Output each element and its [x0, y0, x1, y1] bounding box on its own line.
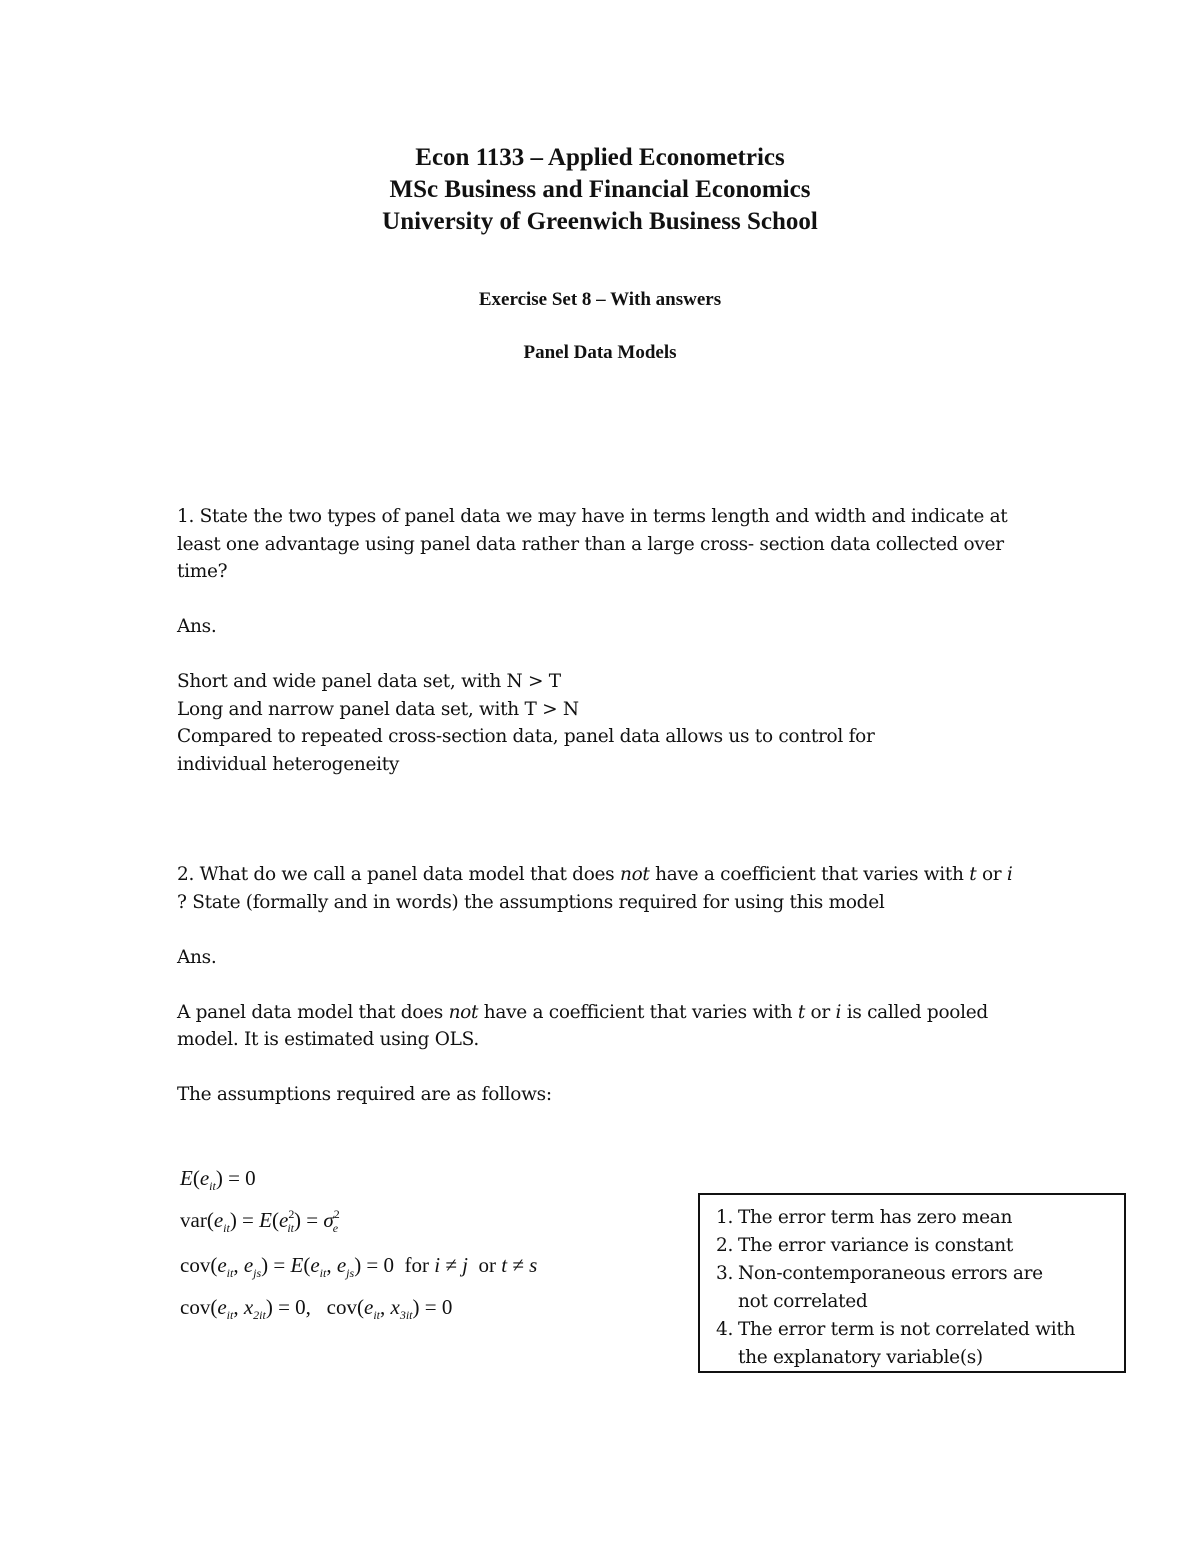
question-1-block [177, 503, 1017, 778]
topic-title: Panel Data Models [523, 342, 677, 363]
answer-1-label: Ans. [177, 616, 217, 637]
answer-1-line: Compared to repeated cross-section data, panel data allows us to control for individual heterogeneity [177, 726, 875, 775]
assumptions-box [698, 1193, 1126, 1373]
exercise-title: Exercise Set 8 – With answers [478, 289, 722, 310]
answer-1-line: Short and wide panel data set, with N > T [177, 671, 561, 692]
question-2-block [177, 861, 1017, 1109]
assumptions-intro: The assumptions required are as follows: [177, 1084, 552, 1105]
question-1-text: 1. State the two types of panel data we may have in terms length and width and indicate at least one advantage using panel data rather than a large cross- section data collected over time? [177, 506, 1008, 582]
equation-constant-variance: $var(e_{it}) = E(e^2_{it}) = \sigma^2_e$ [180, 1207, 340, 1235]
assumption-item: 4. The error term is not correlated with the explanatory variable(s) [716, 1319, 1076, 1368]
course-title: Econ 1133 – Applied Econometrics [415, 144, 785, 171]
programme-title: MSc Business and Financial Economics [389, 176, 811, 203]
equation-exogeneity: $cov(e_{it}$, $x_{2it}) = 0$, $cov(e_{it}$, $x_{3it}) = 0$ [180, 1295, 453, 1322]
school-title: University of Greenwich Business School [382, 208, 818, 235]
assumption-item: 1. The error term has zero mean [716, 1207, 1013, 1228]
equation-zero-mean: $E(e_{it}) = 0$ [180, 1166, 256, 1193]
answer-1-line: Long and narrow panel data set, with T > N [177, 698, 579, 720]
answer-2-text: A panel data model that does not have a coefficient that varies with t or i is called pooled model. It is estimated using OLS. [177, 1001, 988, 1050]
assumption-item: 2. The error variance is constant [716, 1235, 1013, 1256]
equation-no-correlation: $cov(e_{it}$, $e_{js}) = E(e_{it}$, $e_{js}) = 0$ for i ≠ j or t ≠ s [180, 1253, 538, 1280]
assumption-item: 3. Non-contemporaneous errors are not correlated [716, 1263, 1043, 1312]
question-2-text: 2. What do we call a panel data model that does not have a coefficient that varies with t or i ? State (formally and in words) the assumptions required for using this model [177, 864, 1013, 913]
answer-2-label: Ans. [177, 946, 217, 968]
